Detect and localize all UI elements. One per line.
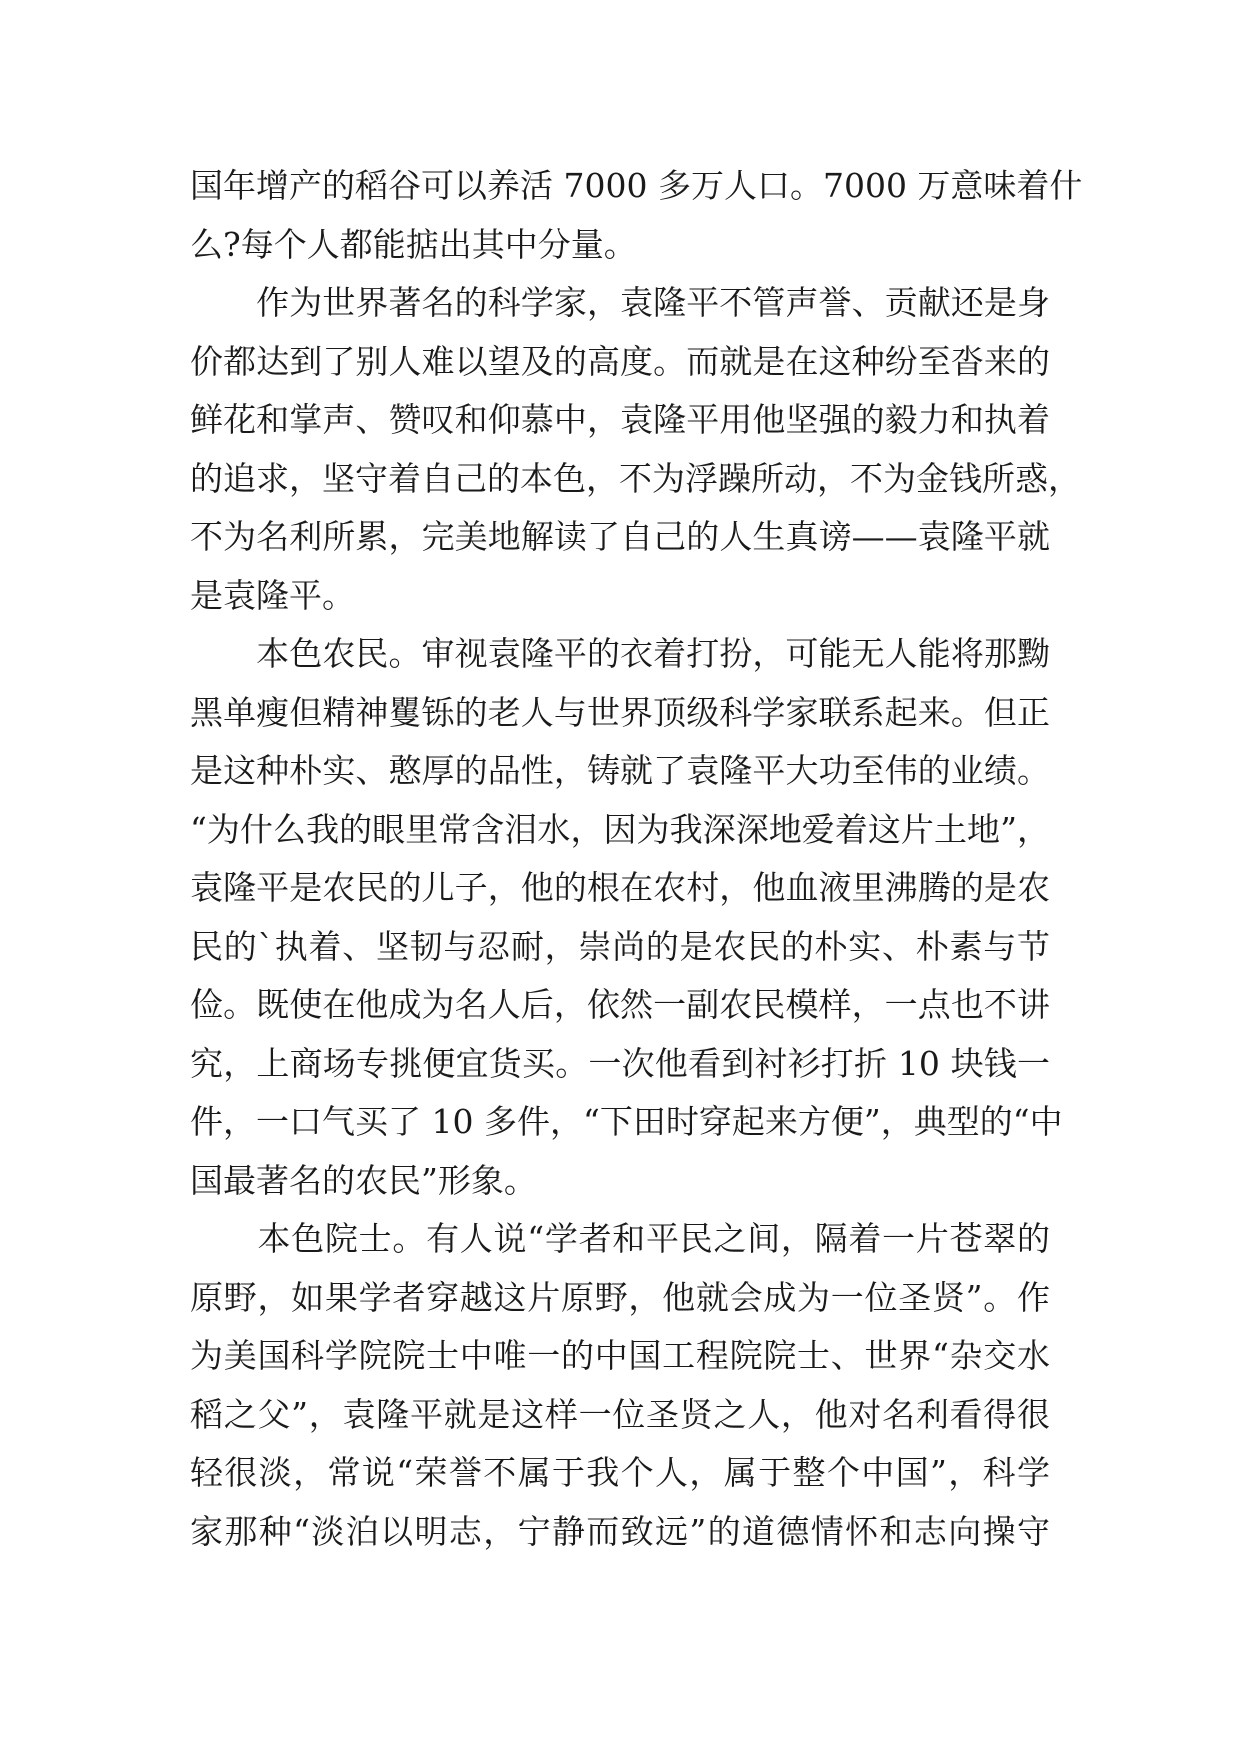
text-line: 是这种朴实、憨厚的品性，铸就了袁隆平大功至伟的业绩。 <box>190 751 1050 790</box>
text-line: 民的`执着、坚韧与忍耐，崇尚的是农民的朴实、朴素与节 <box>190 926 1050 966</box>
text-line: “为什么我的眼里常含泪水，因为我深深地爱着这片土地”， <box>190 809 1050 849</box>
text-line: 稻之父”，袁隆平就是这样一位圣贤之人，他对名利看得很 <box>190 1394 1050 1434</box>
body-text <box>190 157 1083 1561</box>
text-line: 究，上商场专挑便宜货买。一次他看到衬衫打折 10 块钱一 <box>190 1043 1050 1083</box>
text-line: 作为世界著名的科学家，袁隆平不管声誉、贡献还是身 <box>190 283 1050 322</box>
text-line: 黑单瘦但精神矍铄的老人与世界顶级科学家联系起来。但正 <box>190 692 1050 732</box>
text-line: 不为名利所累，完美地解读了自己的人生真谤——袁隆平就 <box>190 517 1050 556</box>
text-line: 是袁隆平。 <box>190 575 355 615</box>
text-line: 件，一口气买了 10 多件，“下田时穿起来方便”，典型的“中 <box>190 1102 1063 1141</box>
text-line: 鲜花和掌声、赞叹和仰慕中，袁隆平用他坚强的毅力和执着 <box>190 400 1050 439</box>
text-line: 轻很淡，常说“荣誉不属于我个人，属于整个中国”，科学 <box>190 1453 1050 1492</box>
text-line: 本色农民。审视袁隆平的衣着打扮，可能无人能将那黝 <box>190 634 1050 673</box>
text-line: 原野，如果学者穿越这片原野，他就会成为一位圣贤”。作 <box>190 1277 1050 1317</box>
text-line: 的追求，坚守着自己的本色，不为浮躁所动，不为金钱所惑， <box>190 458 1081 498</box>
text-line: 本色院士。有人说“学者和平民之间，隔着一片苍翠的 <box>190 1219 1050 1258</box>
text-line: 为美国科学院院士中唯一的中国工程院院士、世界“杂交水 <box>190 1336 1050 1375</box>
text-line: 家那种“淡泊以明志，宁静而致远”的道德情怀和志向操守 <box>190 1511 1050 1551</box>
text-line: 国最著名的农民”形象。 <box>190 1160 537 1200</box>
text-line: 么?每个人都能掂出其中分量。 <box>190 224 637 264</box>
text-line: 价都达到了别人难以望及的高度。而就是在这种纷至沓来的 <box>190 341 1050 381</box>
text-line: 俭。既使在他成为名人后，依然一副农民模样，一点也不讲 <box>190 985 1050 1024</box>
text-line: 国年增产的稻谷可以养活 7000 多万人口。7000 万意味着什 <box>190 166 1083 205</box>
text-line: 袁隆平是农民的儿子，他的根在农村，他血液里沸腾的是农 <box>190 868 1050 907</box>
